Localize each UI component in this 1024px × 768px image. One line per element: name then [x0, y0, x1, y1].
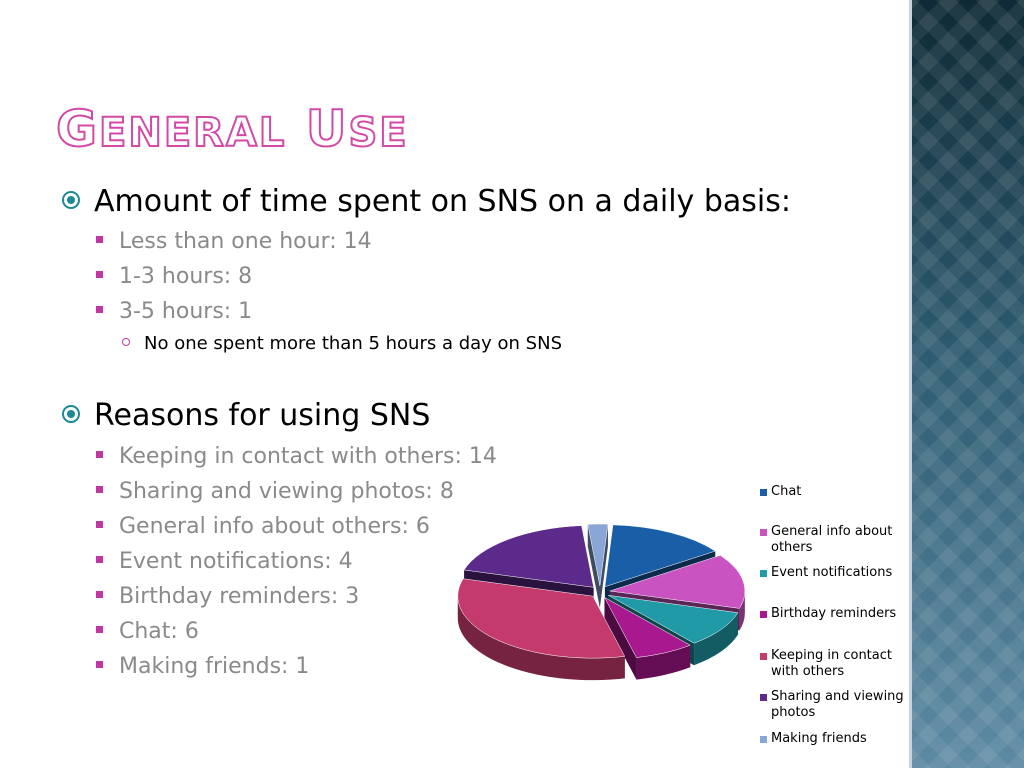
section-heading-text: Reasons for using SNS	[94, 398, 431, 433]
list-item	[96, 514, 430, 539]
list-item-text: Making friends: 1	[119, 654, 310, 679]
list-item-text: Birthday reminders: 3	[119, 584, 360, 609]
legend-label: Birthday reminders	[771, 606, 897, 621]
sub-note	[122, 333, 562, 354]
list-item-text: Event notifications: 4	[119, 549, 353, 574]
square-bullet-icon	[96, 306, 103, 313]
square-bullet-icon	[96, 236, 103, 243]
legend-item	[760, 731, 905, 747]
slide-title: GENERAL USE	[56, 100, 409, 158]
square-bullet-icon	[96, 451, 103, 458]
legend-label: Making friends	[771, 731, 867, 746]
square-bullet-icon	[96, 521, 103, 528]
square-bullet-icon	[96, 556, 103, 563]
legend-swatch	[760, 694, 767, 701]
legend-item	[760, 689, 905, 721]
list-item-text: Sharing and viewing photos: 8	[119, 479, 454, 504]
square-bullet-icon	[96, 591, 103, 598]
list-item-text: Less than one hour: 14	[119, 229, 372, 254]
list-item	[96, 444, 497, 469]
legend-item	[760, 648, 905, 680]
list-item	[96, 619, 199, 644]
list-item	[96, 654, 309, 679]
list-item	[96, 264, 252, 289]
list-item	[96, 584, 359, 609]
sub-note-text: No one spent more than 5 hours a day on SNS	[144, 333, 562, 354]
legend-swatch	[760, 529, 767, 536]
list-item-text: General info about others: 6	[119, 514, 430, 539]
circle-bullet-icon	[62, 191, 80, 209]
legend-label: Chat	[771, 484, 802, 499]
square-bullet-icon	[96, 626, 103, 633]
legend-swatch	[760, 736, 767, 743]
circle-bullet-icon	[62, 405, 80, 423]
legend-label: Sharing and viewing photos	[771, 689, 904, 720]
decorative-side-panel	[912, 0, 1024, 768]
ring-bullet-icon	[122, 338, 130, 346]
list-item-text: Chat: 6	[119, 619, 199, 644]
legend-item	[760, 524, 905, 556]
legend-swatch	[760, 489, 767, 496]
list-item	[96, 299, 252, 324]
legend-swatch	[760, 611, 767, 618]
list-item-text: 3-5 hours: 1	[119, 299, 253, 324]
reasons-pie-chart	[455, 520, 755, 695]
list-item	[96, 479, 454, 504]
legend-swatch	[760, 570, 767, 577]
legend-item	[760, 484, 905, 500]
legend-label: Event notifications	[771, 565, 893, 580]
list-item	[96, 229, 372, 254]
square-bullet-icon	[96, 486, 103, 493]
square-bullet-icon	[96, 661, 103, 668]
list-item-text: 1-3 hours: 8	[119, 264, 253, 289]
section-heading-time	[62, 184, 791, 219]
legend-label: General info about others	[771, 524, 893, 555]
legend-label: Keeping in contact with others	[771, 648, 892, 679]
section-heading-text: Amount of time spent on SNS on a daily basis:	[94, 184, 791, 219]
legend-swatch	[760, 653, 767, 660]
legend-item	[760, 565, 905, 581]
list-item-text: Keeping in contact with others: 14	[119, 444, 497, 469]
square-bullet-icon	[96, 271, 103, 278]
section-heading-reasons	[62, 398, 430, 433]
list-item	[96, 549, 353, 574]
legend-item	[760, 606, 905, 622]
